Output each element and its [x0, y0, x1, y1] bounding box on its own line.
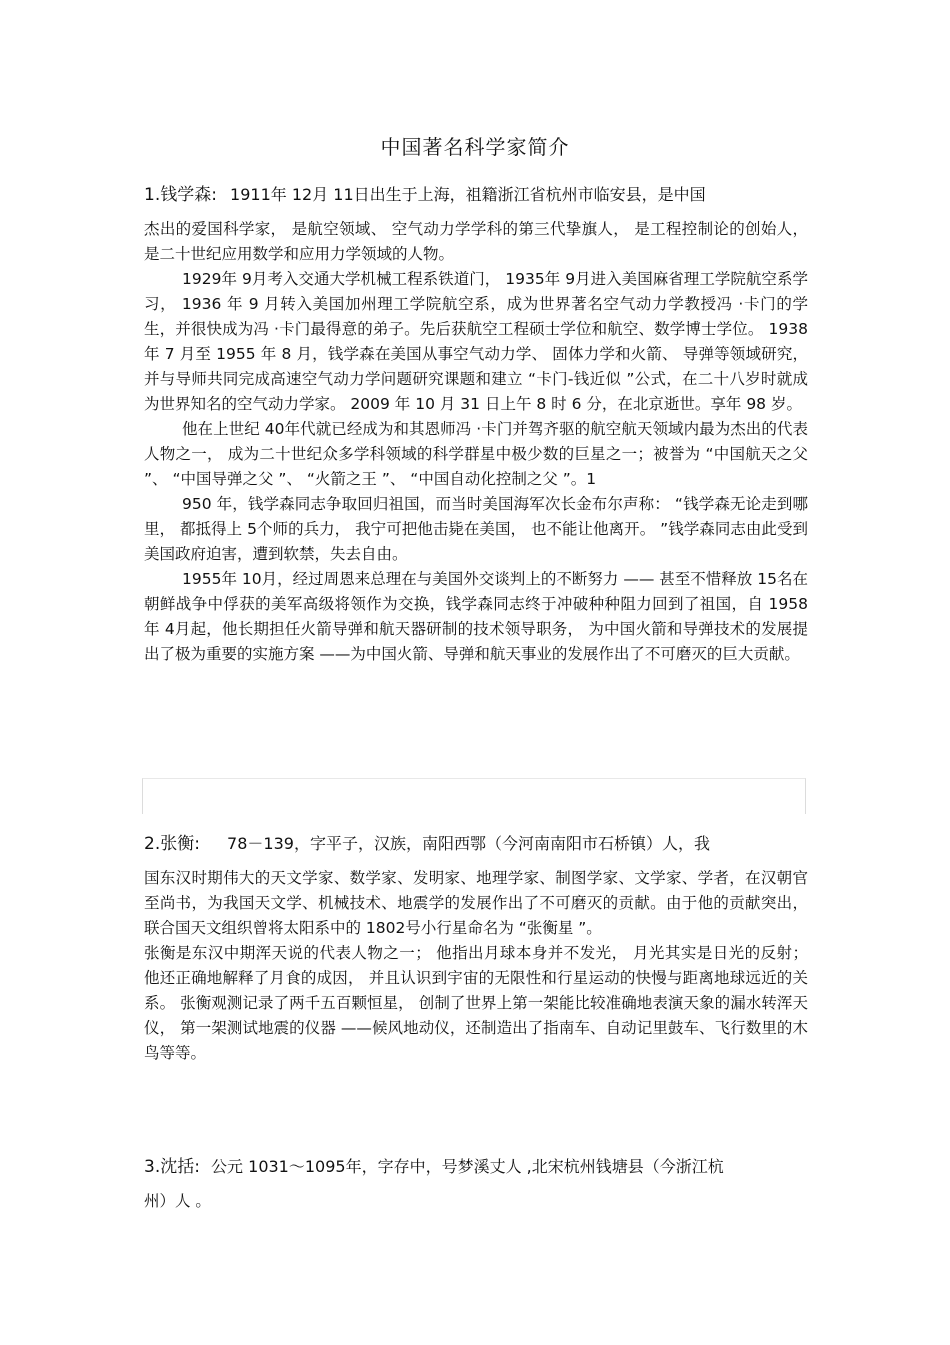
paragraph: 950 年，钱学森同志争取回归祖国，而当时美国海军次长金布尔声称： “钱学森无论走到哪里， 都抵得上 5个师的兵力， 我宁可把他击毙在美国， 也不能让他离开。 ”钱学森同志由此受到美国政府迫害，遭到软禁，失去自由。: [144, 495, 808, 563]
section-qian-xuesen: [144, 183, 808, 667]
section-heading: [144, 183, 808, 207]
paragraph: 杰出的爱国科学家， 是航空领域、 空气动力学学科的第三代挚旗人， 是工程控制论的创始人，是二十世纪应用数学和应用力学领域的人物。: [144, 220, 808, 263]
paragraph: 1955年 10月，经过周恩来总理在与美国外交谈判上的不断努力 —— 甚至不惜释放 15名在朝鲜战争中俘获的美军高级将领作为交换，钱学森同志终于冲破种种阻力回到了祖国，自 1958年 4月起，他长期担任火箭导弹和航天器研制的技术领导职务， 为中国火箭和导弹技术的发展提出了极为重要的实施方案 ——为中国火箭、导弹和航天事业的发展作出了不可磨灭的巨大贡献。: [144, 570, 808, 663]
section-zhang-heng: [144, 832, 808, 1066]
section-heading: [144, 832, 808, 856]
heading-text: 公元 1031～1095年，字存中，号梦溪丈人 ,北宋杭州钱塘县（今浙江杭: [211, 1157, 724, 1176]
scientist-name: 1.钱学森:: [144, 185, 217, 205]
section-shen-kuo: [144, 1155, 808, 1214]
heading-text: 78－139，字平子，汉族，南阳西鄂（今河南南阳市石桥镇）人，我: [227, 834, 710, 853]
paragraph: 州）人 。: [144, 1192, 211, 1210]
section-body: [144, 866, 808, 1066]
section-divider: [142, 778, 806, 814]
section-heading: [144, 1155, 808, 1179]
paragraph: 国东汉时期伟大的天文学家、数学家、发明家、地理学家、制图学家、文学家、学者，在汉朝官至尚书，为我国天文学、机械技术、地震学的发展作出了不可磨灭的贡献。由于他的贡献突出，联合国天文组织曾将太阳系中的 1802号小行星命名为 “张衡星 ”。: [144, 869, 808, 937]
page-title: 中国著名科学家简介: [380, 135, 570, 159]
paragraph: 张衡是东汉中期浑天说的代表人物之一； 他指出月球本身并不发光， 月光其实是日光的反射； 他还正确地解释了月食的成因， 并且认识到宇宙的无限性和行星运动的快慢与距离地球远近的关系。 张衡观测记录了两千五百颗恒星， 创制了世界上第一架能比较准确地表演天象的漏水转浑天仪， 第一架测试地震的仪器 ——候风地动仪，还制造出了指南车、自动记里鼓车、飞行数里的木鸟等等。: [144, 944, 808, 1062]
section-body: [144, 217, 808, 667]
heading-text: 1911年 12月 11日出生于上海，祖籍浙江省杭州市临安县，是中国: [230, 185, 706, 204]
scientist-name: 2.张衡:: [144, 834, 200, 854]
scientist-name: 3.沈括:: [144, 1157, 200, 1177]
paragraph: 1929年 9月考入交通大学机械工程系铁道门， 1935年 9月进入美国麻省理工学院航空系学习， 1936 年 9 月转入美国加州理工学院航空系，成为世界著名空气动力学教授冯 ·卡门的学生，并很快成为冯 ·卡门最得意的弟子。先后获航空工程硕士学位和航空、数学博士学位。 1938 年 7 月至 1955 年 8 月，钱学森在美国从事空气动力学、 固体力学和火箭、 导弹等领域研究， 并与导师共同完成高速空气动力学问题研究课题和建立 “卡门-钱近似 ”公式，在二十八岁时就成为世界知名的空气动力学家。 2009 年 10 月 31 日上午 8 时 6 分，在北京逝世。享年 98 岁。: [144, 270, 808, 413]
paragraph: 他在上世纪 40年代就已经成为和其恩师冯 ·卡门并驾齐驱的航空航天领域内最为杰出的代表人物之一， 成为二十世纪众多学科领域的科学群星中极少数的巨星之一；被誉为 “中国航天之父 ”、 “中国导弹之父 ”、 “火箭之王 ”、 “中国自动化控制之父 ”。1: [144, 420, 808, 488]
section-body: [144, 1189, 808, 1214]
